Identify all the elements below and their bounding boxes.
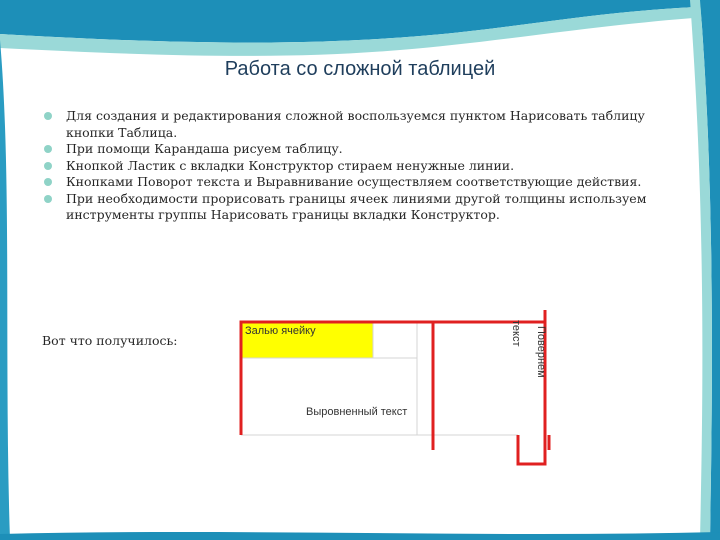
slide-title: Работа со сложной таблицей (224, 58, 496, 80)
bullet-text: Кнопкой Ластик с вкладки Конструктор стираем ненужные линии. (66, 157, 515, 173)
bullet-item (42, 108, 682, 141)
bullet-item (42, 141, 682, 158)
aligned-text: Выровненный текст (306, 406, 408, 418)
rotated-text-line2: текст (510, 320, 522, 347)
bottom-wave (0, 532, 720, 540)
bullet-item (42, 191, 682, 224)
result-label: Вот что получилось: (42, 333, 178, 348)
bullet-icon (44, 162, 52, 170)
bullet-icon (44, 112, 52, 120)
fill-cell-text: Залью ячейку (245, 325, 316, 337)
left-wave (0, 40, 10, 540)
table-example-image (205, 302, 589, 494)
bullet-text: При необходимости прорисовать границы ячеек линиями другой толщины используем инструменты группы Нарисовать границы вкладки Конструктор. (66, 190, 647, 222)
bullet-item (42, 174, 682, 191)
bullet-item (42, 158, 682, 175)
bullet-text: Для создания и редактирования сложной воспользуемся пунктом Нарисовать таблицу кнопки Таблица. (66, 108, 645, 140)
bullet-icon (44, 145, 52, 153)
bullet-list (42, 108, 682, 224)
rotated-text-line1: Повернем (535, 326, 547, 378)
bullet-icon (44, 195, 52, 203)
bullet-text: Кнопками Поворот текста и Выравнивание осуществляем соответствующие действия. (66, 174, 642, 189)
bullet-icon (44, 178, 52, 186)
bullet-text: При помощи Карандаша рисуем таблицу. (66, 141, 343, 156)
